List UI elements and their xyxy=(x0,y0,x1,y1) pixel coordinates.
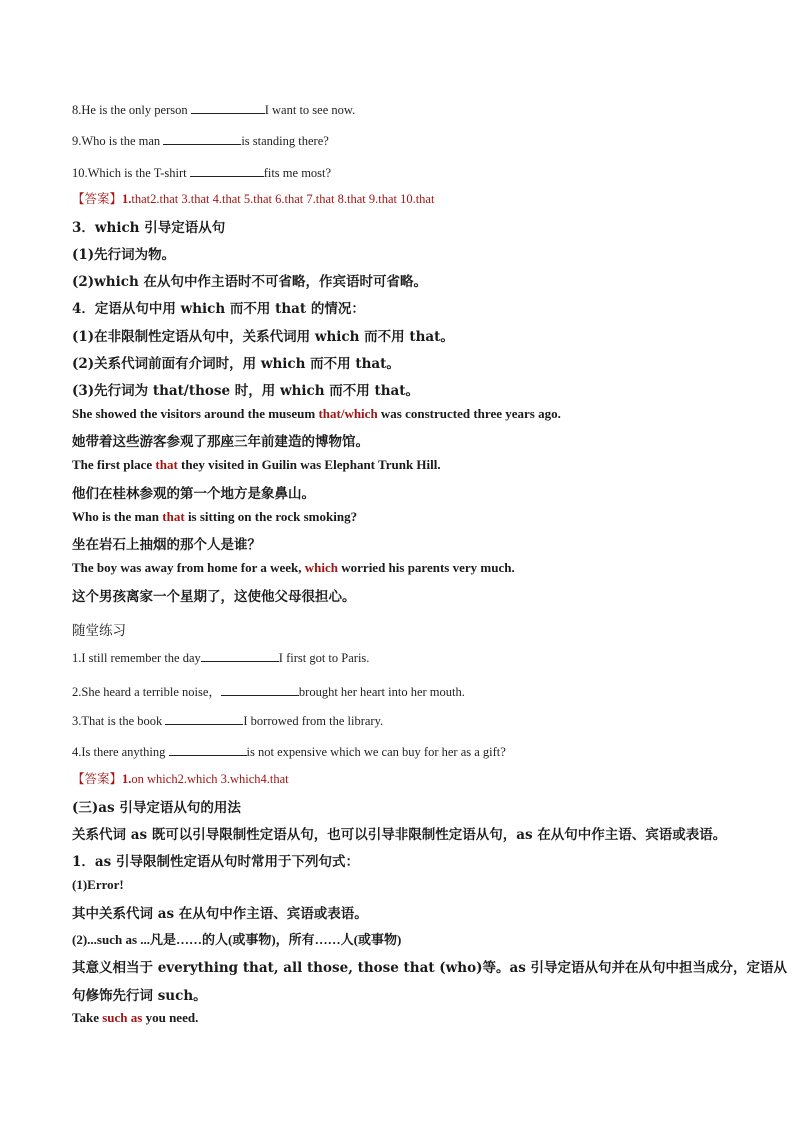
as-section-title: (三)as 引导定语从句的用法 xyxy=(72,800,241,816)
example-translation-4: 这个男孩离家一个星期了，这使他父母很担心。 xyxy=(72,589,356,605)
practice-item-2: 2.She heard a terrible noise， brought her heart into her mouth. xyxy=(72,685,465,699)
highlight-word: that xyxy=(155,457,178,472)
section-3-p2: (2)which 在从句中作主语时不可省略，作宾语时可省略。 xyxy=(72,274,427,290)
answer-blank[interactable] xyxy=(169,744,247,756)
answer-blank[interactable] xyxy=(201,650,279,662)
as-section-p3: (2)...such as ...凡是……的人(或事物)，所有……人(或事物) xyxy=(72,932,402,947)
example-sentence-4: The boy was away from home for a week, which worried his parents very much. xyxy=(72,560,515,575)
section-3-title: 3．which 引导定语从句 xyxy=(72,220,226,236)
example-translation-1: 她带着这些游客参观了那座三年前建造的博物馆。 xyxy=(72,434,369,450)
example-sentence-1: She showed the visitors around the museum that/which was constructed three years ago. xyxy=(72,406,561,421)
answer-blank[interactable] xyxy=(190,165,264,177)
answer-blank[interactable] xyxy=(163,133,241,145)
answer-blank[interactable] xyxy=(165,713,243,725)
exercise-10: 10.Which is the T-shirt fits me most? xyxy=(72,166,332,180)
example-translation-3: 坐在岩石上抽烟的那个人是谁？ xyxy=(72,537,261,553)
as-section-p2: 其中关系代词 as 在从句中作主语、宾语或表语。 xyxy=(72,906,368,922)
as-section-intro: 关系代词 as 既可以引导限制性定语从句，也可以引导非限制性定语从句，as 在从句中作主语、宾语或表语。 xyxy=(72,827,727,843)
section-4-title: 4．定语从句中用 which 而不用 that 的情况： xyxy=(72,301,365,317)
section-3-p1: (1)先行词为物。 xyxy=(72,247,176,263)
as-section-heading-1: 1．as 引导限制性定语从句时常用于下列句式： xyxy=(72,854,359,870)
answer-blank[interactable] xyxy=(191,102,265,114)
highlight-word: that/which xyxy=(318,406,378,421)
as-section-p4-cont: 句修饰先行词 such。 xyxy=(72,988,207,1004)
section-4-p2: (2)关系代词前面有介词时，用 which 而不用 that。 xyxy=(72,356,400,372)
exercise-9: 9.Who is the man is standing there? xyxy=(72,134,329,148)
example-translation-2: 他们在桂林参观的第一个地方是象鼻山。 xyxy=(72,486,315,502)
highlight-word: that xyxy=(162,509,185,524)
practice-item-1: 1.I still remember the day I first got to Paris. xyxy=(72,651,370,665)
practice-title: 随堂练习 xyxy=(72,623,126,639)
example-sentence-2: The first place that they visited in Guilin was Elephant Trunk Hill. xyxy=(72,457,441,472)
practice-item-3: 3.That is the book I borrowed from the library. xyxy=(72,714,384,728)
example-sentence-3: Who is the man that is sitting on the rock smoking? xyxy=(72,509,358,524)
as-section-p1: (1)Error! xyxy=(72,877,124,892)
section-4-p3: (3)先行词为 that/those 时，用 which 而不用 that。 xyxy=(72,383,420,399)
as-section-example: Take such as you need. xyxy=(72,1010,199,1025)
practice-item-4: 4.Is there anything is not expensive which we can buy for her as a gift? xyxy=(72,745,506,759)
answer-key-1: 【答案】1.that2.that 3.that 4.that 5.that 6.that 7.that 8.that 9.that 10.that xyxy=(72,192,435,206)
answer-blank[interactable] xyxy=(221,684,299,696)
section-4-p1: (1)在非限制性定语从句中，关系代词用 which 而不用 that。 xyxy=(72,329,454,345)
highlight-word: which xyxy=(304,560,339,575)
answer-key-2: 【答案】1.on which2.which 3.which4.that xyxy=(72,772,289,786)
highlight-word: such as xyxy=(102,1010,143,1025)
exercise-8: 8.He is the only person I want to see now. xyxy=(72,103,356,117)
as-section-p4: 其意义相当于 everything that, all those, those that (who)等。as 引导定语从句并在从句中担当成分，定语从 xyxy=(72,960,788,976)
